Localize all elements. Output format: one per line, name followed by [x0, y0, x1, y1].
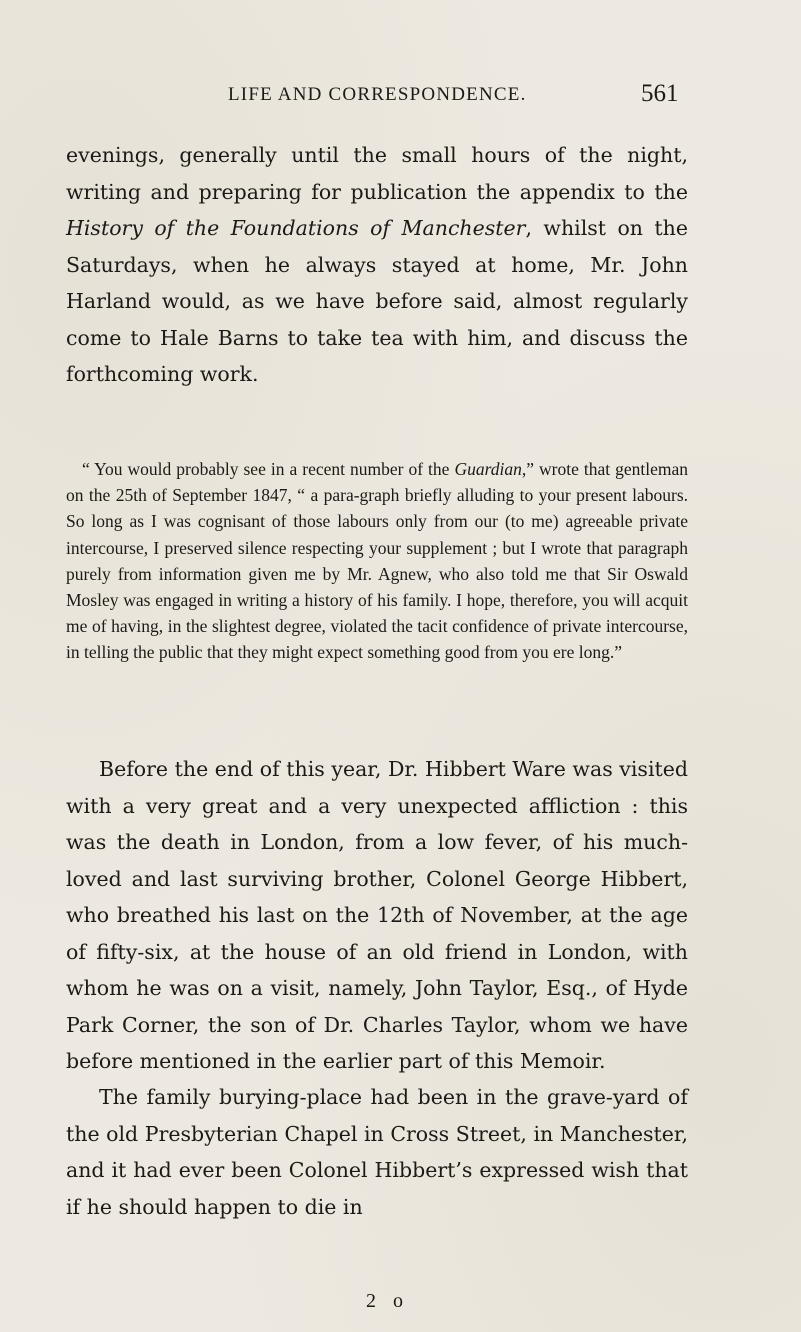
- page-header: [0, 78, 801, 112]
- paragraph-1: [66, 137, 688, 393]
- paragraph-1-text-end: , whilst on the Saturdays, when he always stayed at home, Mr. John Harland would, as we have before said, almost regularly come to Hale Barns to take tea with him, and discuss the forthcoming work.: [66, 216, 689, 386]
- quote-text-end: ,” wrote that gentleman on the 25th of September 1847, “ a para-graph briefly alluding to your present labours. So long as I was cognisant of those labours only from our (to me) agreeable private intercourse, I preserved silence respecting your supplement ; but I wrote that paragraph purely from information given me by Mr. Agnew, who also told me that Sir Oswald Mosley was engaged in writing a history of his family. I hope, therefore, you will acquit me of having, in the slightest degree, violated the tacit confidence of private intercourse, in telling the public that they might expect something good from you ere long.”: [66, 459, 688, 663]
- book-title-italic: History of the Foundations of Manchester: [66, 216, 526, 240]
- paragraph-1-text-start: evenings, generally until the small hours of the night, writing and preparing for publication the appendix to the: [66, 143, 688, 204]
- paragraph-2: Before the end of this year, Dr. Hibbert Ware was visited with a very great and a very unexpected affliction : this was the death in London, from a low fever, of his much-loved and last surviving brother, Colonel George Hibbert, who breathed his last on the 12th of November, at the age of fifty-six, at the house of an old friend in London, with whom he was on a visit, namely, John Taylor, Esq., of Hyde Park Corner, the son of Dr. Charles Taylor, whom we have before mentioned in the earlier part of this Memoir.: [66, 757, 688, 1073]
- page-number: 561: [641, 80, 679, 107]
- block-quote: [66, 456, 688, 666]
- paragraph-3: The family burying-place had been in the grave-yard of the old Presbyterian Chapel in Cross Street, in Manchester, and it had ever been Colonel Hibbert’s expressed wish that if he should happen to die in: [66, 1085, 688, 1219]
- running-head: LIFE AND CORRESPONDENCE.: [228, 84, 527, 105]
- newspaper-name-italic: Guardian: [454, 459, 522, 479]
- quote-text-start: “ You would probably see in a recent number of the: [82, 459, 455, 479]
- signature-mark: 2 o: [366, 1290, 409, 1312]
